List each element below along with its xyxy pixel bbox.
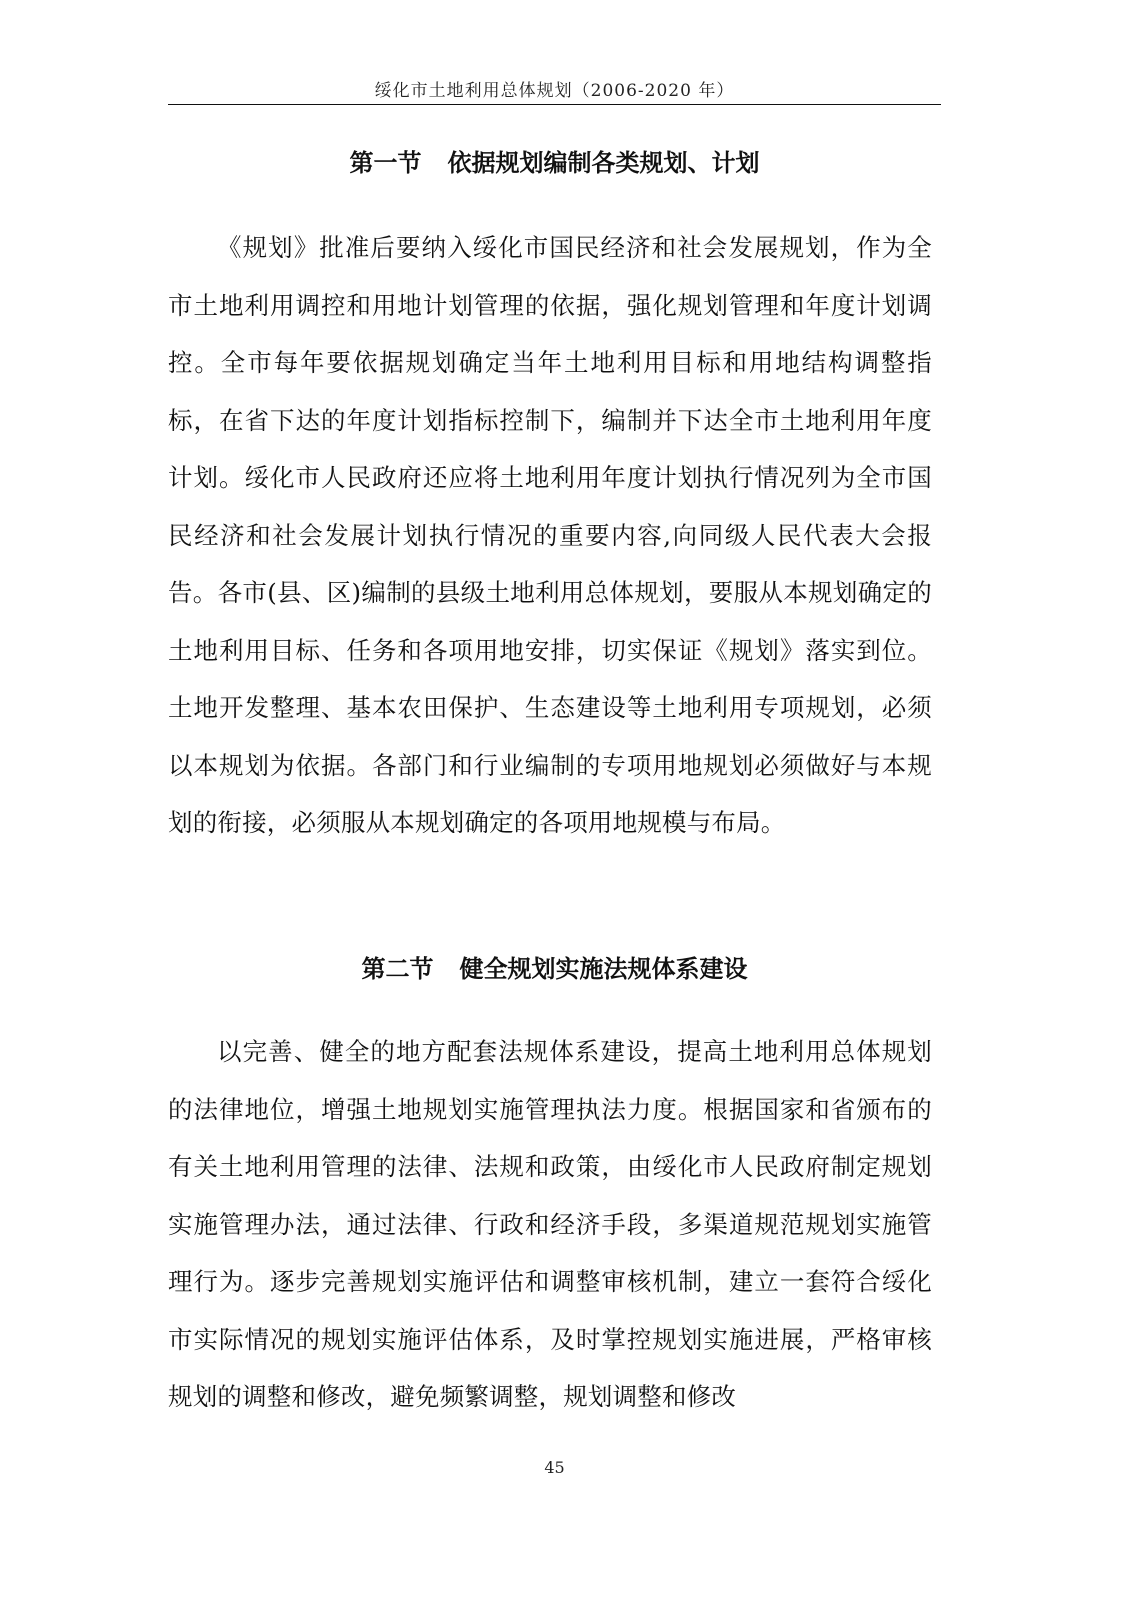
- header-rule: [168, 104, 941, 105]
- section-body: 以完善、健全的地方配套法规体系建设，提高土地利用总体规划的法律地位，增强土地规划实施管理执法力度。根据国家和省颁布的有关土地利用管理的法律、法规和政策，由绥化市人民政府制定规划实施管理办法，通过法律、行政和经济手段，多渠道规范规划实施管理行为。逐步完善规划实施评估和调整审核机制，建立一套符合绥化市实际情况的规划实施评估体系，及时掌控规划实施进展，严格审核规划的调整和修改，避免频繁调整，规划调整和修改: [168, 1037, 932, 1411]
- section-heading: [168, 148, 941, 178]
- section-body: 《规划》批准后要纳入绥化市国民经济和社会发展规划，作为全市土地利用调控和用地计划管理的依据，强化规划管理和年度计划调控。全市每年要依据规划确定当年土地利用目标和用地结构调整指标，在省下达的年度计划指标控制下，编制并下达全市土地利用年度计划。绥化市人民政府还应将土地利用年度计划执行情况列为全市国民经济和社会发展计划执行情况的重要内容,向同级人民代表大会报告。各市(县、区)编制的县级土地利用总体规划，要服从本规划确定的土地利用目标、任务和各项用地安排，切实保证《规划》落实到位。土地开发整理、基本农田保护、生态建设等土地利用专项规划，必须以本规划为依据。各部门和行业编制的专项用地规划必须做好与本规划的衔接，必须服从本规划确定的各项用地规模与布局。: [168, 233, 932, 837]
- section-heading: [168, 954, 941, 984]
- page-number: 45: [544, 1458, 565, 1477]
- running-header: 绥化市土地利用总体规划（2006-2020 年）: [374, 81, 735, 101]
- section-number: 第二节: [361, 955, 434, 983]
- section-title: 健全规划实施法规体系建设: [459, 955, 748, 983]
- section-number: 第一节: [349, 149, 422, 177]
- section-title: 依据规划编制各类规划、计划: [447, 149, 760, 177]
